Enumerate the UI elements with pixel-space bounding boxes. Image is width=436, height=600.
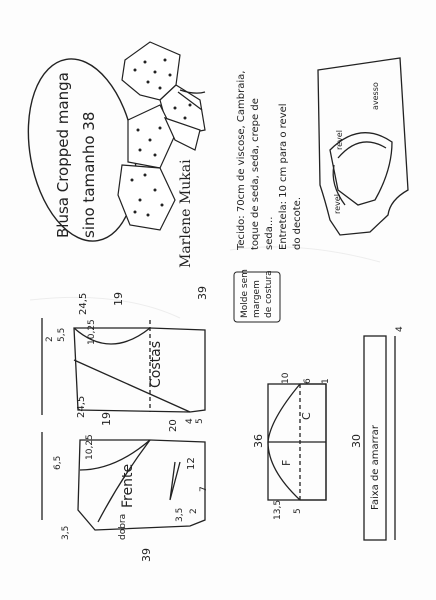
back-dim-bottom-a: 4 [185, 418, 195, 424]
fabric-line-1: Tecido: 70cm de viscose, Cambraia, [236, 70, 247, 250]
front-label: Frente [120, 463, 136, 508]
front-dim-small-a: 6,5 [53, 455, 63, 470]
fabric-line-3: seda... [264, 216, 275, 250]
band-label: Faixa de amarrar [370, 425, 381, 510]
facing-revel-left: revel [333, 194, 342, 214]
fabric-notes [236, 71, 303, 251]
front-dim-small-b: 3,5 [61, 525, 71, 540]
title-line-1: Blusa Cropped manga [54, 72, 72, 238]
front-dim-side: 20 [168, 419, 179, 432]
sleeve-label-c: C [300, 412, 313, 420]
sleeve-piece [268, 384, 326, 500]
front-dim-small-c: 3,5 [175, 507, 185, 522]
fabric-line-2: toque de seda, seda, crepe de [250, 98, 261, 250]
sleeve-dim-b: 6 [303, 378, 313, 384]
back-dim-width-top: 19 [112, 292, 125, 306]
front-dim-top: 19 [100, 412, 113, 426]
front-fold-label: dobra [118, 513, 128, 540]
front-dim-bottom: 2 [189, 508, 199, 514]
back-dim-small-a: 5,5 [57, 327, 67, 342]
front-dim-width-total: 39 [140, 548, 153, 562]
back-dim-small-b: 2 [45, 336, 55, 342]
signature: Marlene Mukai [178, 159, 194, 268]
band-dim-length: 30 [350, 434, 363, 448]
front-dim-len-a: 24,5 [76, 395, 87, 418]
sleeve-dim-e: 13,5 [273, 499, 283, 520]
facing-revel-top: revel [335, 130, 344, 150]
back-dim-width-total: 39 [196, 286, 209, 300]
back-dim-len-a: 24,5 [78, 292, 89, 315]
back-dim-len-b: 10,25 [87, 319, 97, 345]
sleeve-dim-width: 36 [252, 434, 265, 448]
facing-piece [318, 58, 408, 235]
front-dim-len-b: 10,25 [85, 434, 95, 460]
sleeve-dim-a: 10 [281, 372, 291, 384]
sleeve-dim-d: 5 [293, 508, 303, 514]
back-label: Costas [148, 341, 164, 388]
front-dim-dart: 12 [186, 457, 197, 470]
band-dim-width: 4 [395, 326, 405, 332]
seam-note-line-3: de costura [264, 270, 274, 318]
seam-note-line-1: Molde sem [240, 269, 250, 318]
sleeve-dim-c: 1 [321, 378, 331, 384]
seam-note [234, 269, 280, 322]
fabric-line-5: do decote. [292, 196, 303, 250]
facing-avesso: avesso [371, 82, 380, 110]
fabric-line-4: Entretela: 10 cm para o revel [278, 103, 289, 250]
front-dim-small-d: 7 [199, 486, 209, 492]
sleeve-label-f: F [280, 459, 293, 466]
title-line-2: sino tamanho 38 [80, 111, 98, 238]
seam-note-line-2: margem [252, 280, 262, 318]
back-dim-bottom-b: 5 [195, 418, 205, 424]
